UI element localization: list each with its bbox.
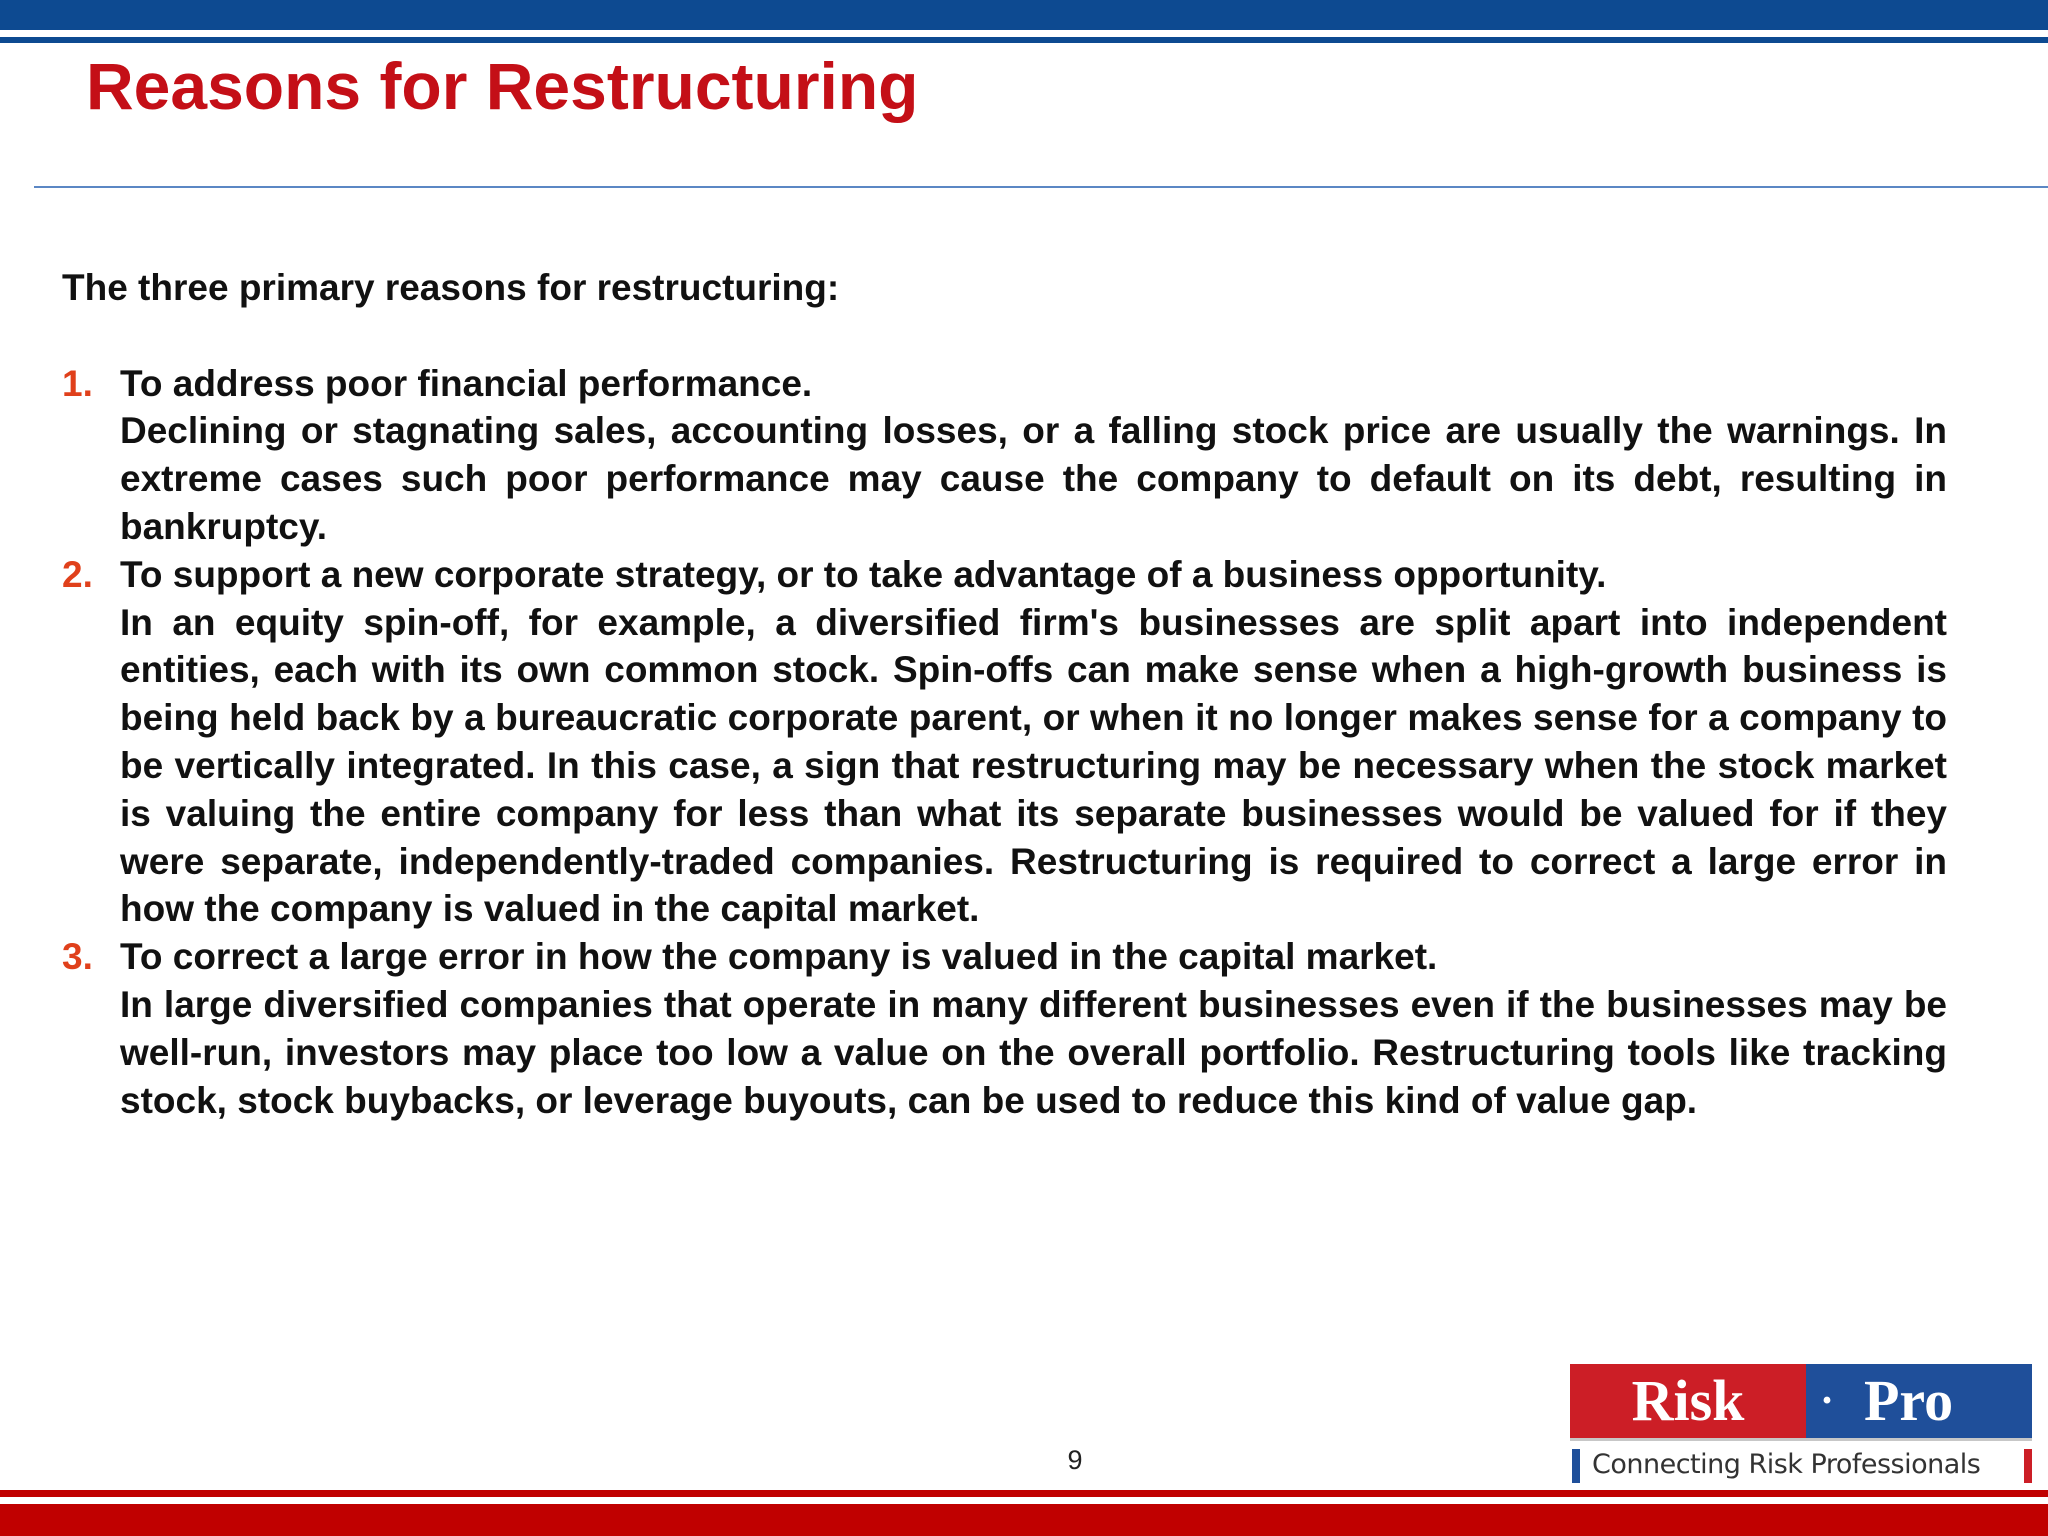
logo-pro-panel (1806, 1364, 2032, 1438)
reason-body: In an equity spin-off, for example, a diversified firm's businesses are split apart into independent entities, each with its own common stock. Spin-offs can make sense when a high-growth business is being held back by a bureaucratic corporate parent, or when it no longer makes sense for a company to be vertically integrated. In this case, a sign that restructuring may be necessary when the stock market is valuing the entire company for less than what its separate businesses would be valued for if they were separate, independently-traded companies. Restructuring is required to correct a large error in how the company is valued in the capital market. (120, 601, 1947, 930)
logo-word-risk: Risk (1631, 1368, 1745, 1433)
reason-heading: To support a new corporate strategy, or to take advantage of a business opportunity. (120, 553, 1607, 595)
reason-number: 2. (62, 553, 93, 595)
reason-body: In large diversified companies that operate in many different businesses even if the businesses may be well-run, investors may place too low a value on the overall portfolio. Restructuring tools like tracking stock, stock buybacks, or leverage buyouts, can be used to reduce this kind of value gap. (120, 983, 1947, 1121)
intro-text: The three primary reasons for restructuring: (62, 267, 840, 308)
logo-tagline: Connecting Risk Professionals (1592, 1449, 1981, 1480)
reason-heading: To address poor financial performance. (120, 362, 813, 404)
slide-title: Reasons for Restructuring (86, 49, 919, 123)
logo-tagline-strip (1570, 1438, 2032, 1486)
logo-separator-dot: · (1820, 1378, 1835, 1424)
top-header-band (0, 0, 2048, 30)
page-number: 9 (1067, 1445, 1083, 1475)
reason-heading: To correct a large error in how the company is valued in the capital market. (120, 936, 1438, 978)
logo-word-pro: Pro (1864, 1368, 1954, 1433)
logo-blue-accent (1572, 1449, 1580, 1483)
reason-item-3 (62, 933, 1947, 1124)
bottom-footer-rule (0, 1490, 2048, 1497)
logo-wordmark (1570, 1364, 2032, 1438)
reason-item-1 (62, 360, 1947, 551)
bottom-footer-band (0, 1504, 2048, 1536)
slide-content (62, 264, 1947, 1124)
reason-number: 3. (62, 936, 93, 978)
reason-item-2 (62, 551, 1947, 933)
logo-red-accent (2024, 1449, 2032, 1483)
riskpro-logo (1570, 1364, 2032, 1486)
title-divider (34, 186, 2048, 188)
reason-body: Declining or stagnating sales, accounting losses, or a falling stock price are usually the warnings. In extreme cases such poor performance may cause the company to default on its debt, resulting in bankruptcy. (120, 410, 1947, 547)
reason-number: 1. (62, 362, 93, 404)
